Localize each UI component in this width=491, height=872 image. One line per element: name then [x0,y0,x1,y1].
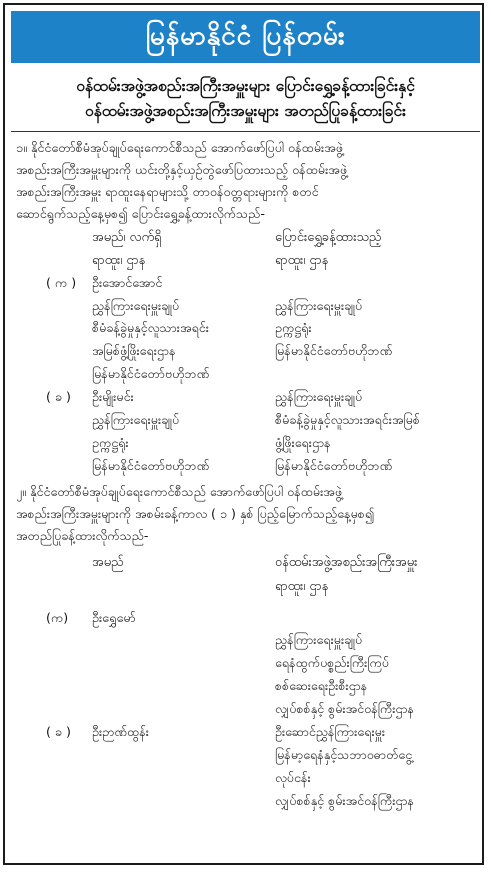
entry-new-post: မြန်မာနိုင်ငံတော်ဗဟိုဘဏ် [275,458,393,473]
section1-para-line: အစည်းအကြီးအမှူး ရာထူးနေရာများသို့ တာဝန်ဝတ္တရားများကို စတင် [16,184,319,199]
subtitle-line-1: ဝန်ထမ်းအဖွဲ့အစည်းအကြီးအမှူးများ ပြောင်းရွှေ့ခန့်ထားခြင်းနှင့် [76,77,415,95]
entry-post: စစ်ဆေးရေးဦးစီးဌာန [275,678,368,693]
section1-para-line: ၁။ နိုင်ငံတော်စီမံအုပ်ချုပ်ရေးကောင်စီသည် အောက်ဖော်ပြပါ ဝန်ထမ်းအဖွဲ့ [16,140,343,155]
section1-right-header: ရာထူး၊ ဌာန [275,253,329,268]
banner-title: မြန်မာနိုင်ငံ ပြန်တမ်း [11,11,480,63]
entry-current-post: ညွှန်ကြားရေးမှူးချုပ် [92,298,180,313]
entry-new-post: ဖွံ့ဖြိုးရေးဌာန [275,435,331,450]
section1-para-line: ဆောင်ရွက်သည့်နေ့မှစ၍ ပြောင်းရွှေ့ခန့်ထားလိုက်သည်- [16,206,265,221]
entry-post: ညွှန်ကြားရေးမှူးချုပ် [275,632,363,647]
entry-post: မြန်မာ့ရေနံနှင့်သဘာဝဓာတ်ငွေ့ [275,747,413,762]
section1-para-line: အစည်းအကြီးအမှူးများကို ယင်းတို့နှင့်ယှဉ်တွဲဖော်ပြထားသည့် ဝန်ထမ်းအဖွဲ့ [16,162,348,177]
entry-name: ဦးမျိုးမင်း [92,389,134,404]
entry-name: ဦးရွှေမော် [92,610,136,625]
entry-post: လုပ်ငန်း [275,770,311,785]
entry-post: ဦးဆောင်ညွှန်ကြားရေးမှူး [275,724,386,739]
entry-name: ဦးဉာဏ်ထွန်း [92,724,149,739]
entry-new-post: မြန်မာနိုင်ငံတော်ဗဟိုဘဏ် [275,343,393,358]
notice-frame [3,3,484,865]
section1-left-header: အမည်၊ လက်ရှိ [92,230,162,245]
entry-label: (က) [46,610,69,625]
entry-post: လျှပ်စစ်နှင့် စွမ်းအင်ဝန်ကြီးဌာန [275,793,415,808]
subtitle-line-2: ဝန်ထမ်းအဖွဲ့အစည်းအကြီးအမှူးများ အတည်ပြုခန့်ထားခြင်း [84,102,407,120]
section2-para-line: အတည်ပြုခန့်ထားလိုက်သည်- [16,528,149,543]
section2-para-line: အစည်းအကြီးအမှူးများကို အစမ်းခန့်ကာလ ( ၁ ) နှစ် ပြည့်မြောက်သည့်နေ့မှစ၍ [16,506,375,521]
entry-new-post: ညွှန်ကြားရေးမှူးချုပ် [275,298,363,313]
entry-new-post: စီမံခန့်ခွဲမှုနှင့်လူသားအရင်းအမြစ် [275,412,420,427]
entry-label: ( ခ ) [46,389,71,404]
entry-name: ဦးအောင်အောင် [92,275,163,290]
entry-post: ရေနံထွက်ပစ္စည်းကြီးကြပ် [275,655,389,670]
section2-para-line: ၂။ နိုင်ငံတော်စီမံအုပ်ချုပ်ရေးကောင်စီသည် အောက်ဖော်ပြပါ ဝန်ထမ်းအဖွဲ့ [16,484,343,499]
section2-left-header: အမည် [92,555,124,570]
entry-new-post: ဥက္ကဋ္ဌရုံး [275,320,312,335]
entry-current-post: ဥက္ကဋ္ဌရုံး [92,435,129,450]
entry-new-post: ညွှန်ကြားရေးမှူးချုပ် [275,389,363,404]
section1-right-header: ပြောင်းရွှေ့ခန့်ထားသည့် [275,230,382,245]
title-divider [11,131,480,132]
entry-label: ( က ) [46,275,77,290]
entry-current-post: အမြစ်ဖွံ့ဖြိုးရေးဌာန [92,343,176,358]
entry-label: ( ခ ) [46,724,71,739]
entry-current-post: စီမံခန့်ခွဲမှုနှင့်လူသားအရင်း [92,320,209,335]
entry-post: လျှပ်စစ်နှင့် စွမ်းအင်ဝန်ကြီးဌာန [275,701,415,716]
section2-right-header: ဝန်ထမ်းအဖွဲ့အစည်းအကြီးအမှူး [275,555,418,570]
entry-current-post: ညွှန်ကြားရေးမှူးချုပ် [92,412,180,427]
section2-right-header: ရာထူး၊ ဌာန [275,579,329,594]
entry-current-post: မြန်မာနိုင်ငံတော်ဗဟိုဘဏ် [92,458,210,473]
section1-left-header: ရာထူး၊ ဌာန [92,253,146,268]
entry-current-post: မြန်မာနိုင်ငံတော်ဗဟိုဘဏ် [92,366,210,381]
